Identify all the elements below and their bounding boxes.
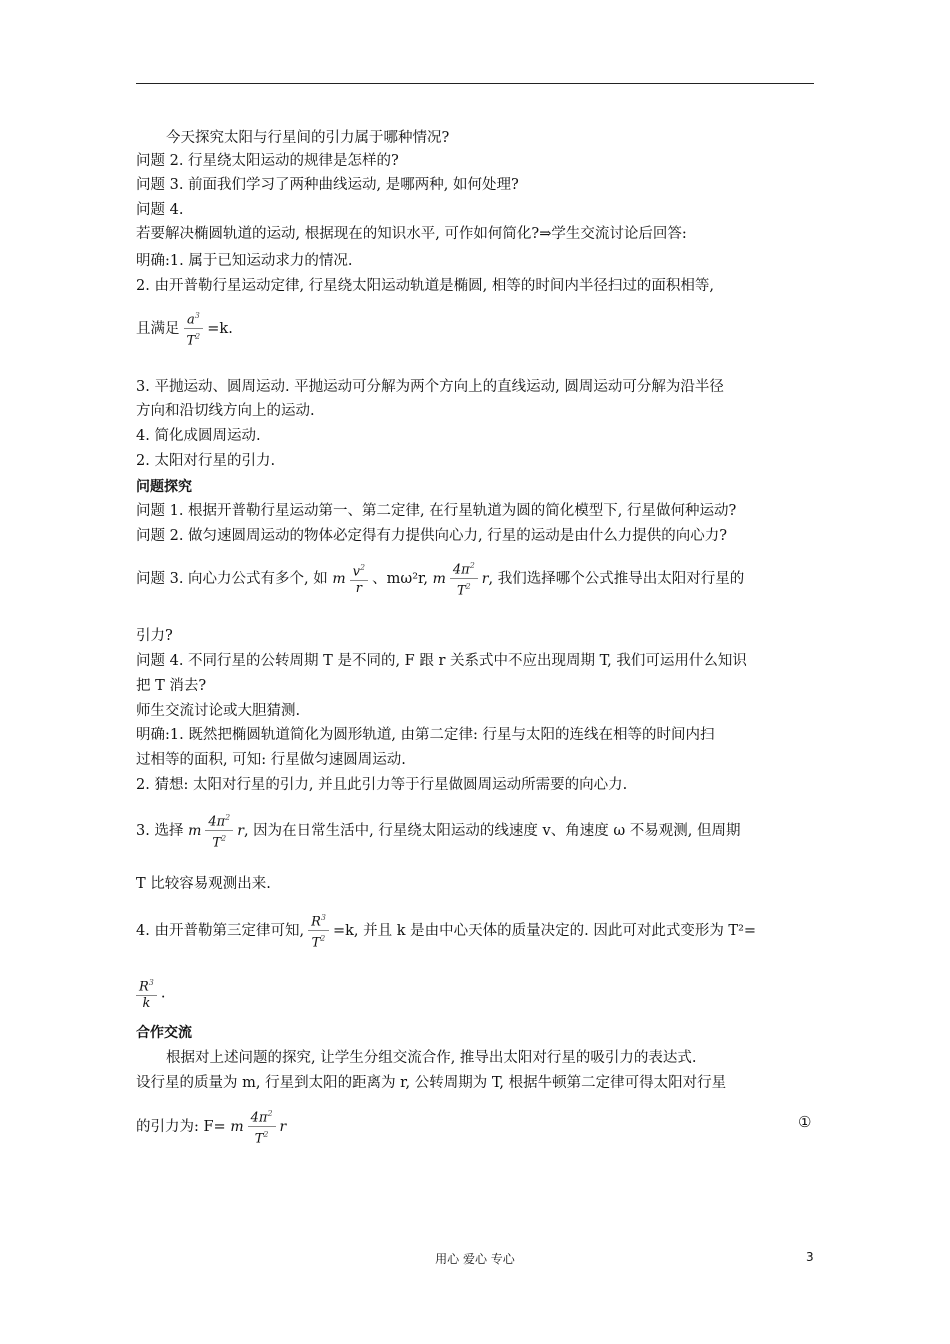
text-line: 明确:1. 属于已知运动求力的情况. — [136, 253, 353, 269]
text-line: 根据对上述问题的探究, 让学生分组交流合作, 推导出太阳对行星的吸引力的表达式. — [166, 1050, 697, 1066]
equation-number: ① — [798, 1113, 812, 1131]
section-heading: 问题探究 — [136, 479, 192, 495]
text-line: 4. 简化成圆周运动. — [136, 428, 261, 444]
fraction-v2-over-r: $\frac{v^2}{r}$ — [350, 560, 368, 597]
kepler-third-law-line — [136, 910, 756, 952]
text-line: 问题 3. 前面我们学习了两种曲线运动, 是哪两种, 如何处理? — [136, 177, 519, 193]
centripetal-formula-line: 问题 3. 向心力公式有多个, 如 m $\frac{v^2}{r}$ 、mω²r, m $\frac{4\pi^2}{T^2}$ r, 我们选择哪个公式推导出太阳对行星的 — [136, 558, 744, 600]
text-line: 若要解决椭圆轨道的运动, 根据现在的知识水平, 可作如何简化?⇒学生交流讨论后回答: — [136, 226, 687, 242]
fraction-a3-over-t2: $\frac{a^3}{T^2}$ — [184, 308, 204, 350]
text-line: 把 T 消去? — [136, 678, 207, 694]
t-squared-line: $\frac{R^3}{k}$ . — [136, 975, 166, 1012]
text-line: 过相等的面积, 可知: 行星做匀速圆周运动. — [136, 752, 406, 768]
text-line: 明确:1. 既然把椭圆轨道简化为圆形轨道, 由第二定律: 行星与太阳的连线在相等的时间内扫 — [136, 727, 715, 743]
section-heading: 合作交流 — [136, 1025, 192, 1041]
text-line: 师生交流讨论或大胆猜测. — [136, 703, 301, 719]
choose-formula-line: 3. 选择 m $\frac{4\pi^2}{T^2}$ r, 因为在日常生活中, 行星绕太阳运动的线速度 v、角速度 ω 不易观测, 但周期 — [136, 810, 740, 852]
text-line: 3. 平抛运动、圆周运动. 平抛运动可分解为两个方向上的直线运动, 圆周运动可分解为沿半径 — [136, 379, 724, 395]
header-rule — [136, 83, 814, 84]
text-line: 方向和沿切线方向上的运动. — [136, 403, 315, 419]
text-line: 引力? — [136, 628, 173, 644]
fraction-4pi2-over-t2: $\frac{4\pi^2}{T^2}$ — [248, 1106, 276, 1148]
kepler-post: =k. — [207, 320, 233, 337]
kepler3-pre: 4. 由开普勒第三定律可知, — [136, 922, 305, 939]
text-line: 2. 由开普勒行星运动定律, 行星绕太阳运动轨道是椭圆, 相等的时间内半径扫过的面积相等, — [136, 278, 714, 294]
page-number: 3 — [806, 1250, 814, 1264]
force-formula-line: 的引力为: F= m $\frac{4\pi^2}{T^2}$ r — [136, 1106, 286, 1148]
q3-pre: 问题 3. 向心力公式有多个, 如 — [136, 570, 328, 587]
footer-slogan: 用心 爱心 专心 — [435, 1252, 515, 1266]
fraction-r3-over-k: $\frac{R^3}{k}$ — [136, 975, 157, 1012]
text-line: 今天探究太阳与行星间的引力属于哪种情况? — [166, 130, 450, 146]
q3-post: , 我们选择哪个公式推导出太阳对行星的 — [488, 570, 745, 587]
text-line: T 比较容易观测出来. — [136, 876, 271, 892]
text-line: 2. 太阳对行星的引力. — [136, 453, 276, 469]
text-line: 问题 4. 不同行星的公转周期 T 是不同的, F 跟 r 关系式中不应出现周期 T, 我们可运用什么知识 — [136, 653, 747, 669]
text-line: 2. 猜想: 太阳对行星的引力, 并且此引力等于行星做圆周运动所需要的向心力. — [136, 777, 628, 793]
force-pre: 的引力为: F= — [136, 1118, 226, 1135]
q3-mid1: 、mω²r, — [372, 570, 428, 587]
fraction-r3-over-t2: $\frac{R^3}{T^2}$ — [308, 910, 329, 952]
text-line: 问题 2. 行星绕太阳运动的规律是怎样的? — [136, 153, 399, 169]
choose-pre: 3. 选择 — [136, 822, 184, 839]
fraction-4pi2-over-t2: $\frac{4\pi^2}{T^2}$ — [450, 558, 478, 600]
text-line: 问题 1. 根据开普勒行星运动第一、第二定律, 在行星轨道为圆的简化模型下, 行星做何种运动? — [136, 503, 737, 519]
text-line: 设行星的质量为 m, 行星到太阳的距离为 r, 公转周期为 T, 根据牛顿第二定律可得太阳对行星 — [136, 1075, 727, 1091]
kepler-pre: 且满足 — [136, 320, 180, 337]
text-line: 问题 2. 做匀速圆周运动的物体必定得有力提供向心力, 行星的运动是由什么力提供的向心力? — [136, 528, 728, 544]
kepler-law-line — [136, 308, 233, 350]
text-line: 问题 4. — [136, 202, 184, 218]
choose-post: , 因为在日常生活中, 行星绕太阳运动的线速度 v、角速度 ω 不易观测, 但周期 — [243, 822, 741, 839]
fraction-4pi2-over-t2: $\frac{4\pi^2}{T^2}$ — [205, 810, 233, 852]
kepler3-post: =k, 并且 k 是由中心天体的质量决定的. 因此可对此式变形为 T²= — [332, 922, 757, 939]
